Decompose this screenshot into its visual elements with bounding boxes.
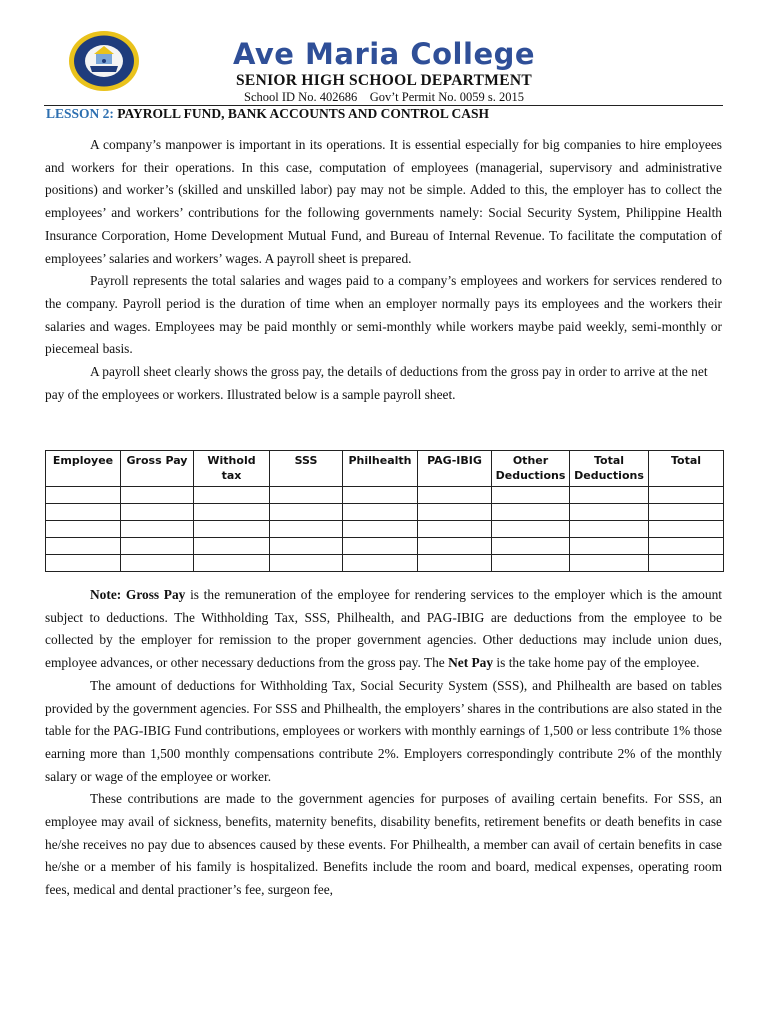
college-name: Ave Maria College bbox=[232, 37, 536, 71]
column-header: Withold tax bbox=[194, 451, 270, 487]
column-header: Total bbox=[649, 451, 724, 487]
table-row bbox=[46, 487, 724, 504]
paragraph: Payroll represents the total salaries and wages paid to a company’s employees and workers for services rendered to the company. Payroll period is the duration of time when an employer normally pays its employees and the workers their salaries and wages. Employees may be paid monthly or semi-monthly while workers maybe paid weekly, semi-monthly or piecemeal basis. bbox=[45, 273, 722, 357]
paragraph: A payroll sheet clearly shows the gross pay, the details of deductions from the gross pay in order to arrive at the net pay of the employees or workers. Illustrated below is a sample payroll sheet. bbox=[45, 364, 708, 402]
column-header: SSS bbox=[270, 451, 343, 487]
note-paragraph bbox=[45, 584, 722, 675]
table-row bbox=[46, 555, 724, 572]
column-header: Philhealth bbox=[343, 451, 418, 487]
note-text: is the remuneration of the employee for rendering services to the employer which is the amount subject to deductions. The Withholding Tax, SSS, Philhealth, and PAG-IBIG are deductions from the employee to be collected by the employer for remission to the proper government agencies. Other deductions may include union dues, employee advances, or other necessary deductions from the gross pay. The bbox=[45, 587, 722, 671]
lesson-number: LESSON 2: bbox=[46, 106, 114, 121]
lesson-title-text: PAYROLL FUND, BANK ACCOUNTS AND CONTROL CASH bbox=[117, 106, 489, 121]
document-header bbox=[0, 0, 768, 121]
gross-pay-label: Note: Gross Pay bbox=[90, 587, 186, 602]
paragraph: These contributions are made to the government agencies for purposes of availing certain benefits. For SSS, an employee may avail of sickness, benefits, maternity benefits, disability benefits, retirement benefits or death benefits in case he/she receives no pay due to absences caused by these events. For Philhealth, a member can avail of certain benefits in case he/she or a member of his family is hospitalized. Benefits include the room and board, medical expenses, operating room fees, medical and dental practioner’s fee, surgeon fee, bbox=[45, 791, 722, 898]
column-header: PAG-IBIG bbox=[418, 451, 492, 487]
net-pay-label: Net Pay bbox=[448, 655, 494, 671]
body-paragraphs bbox=[45, 584, 722, 902]
paragraph: A company’s manpower is important in its operations. It is essential especially for big companies to hire employees and workers for their operations. In this case, computation of employees (managerial, supervisory and administrative positions) and worker’s (skilled and unskilled labor) pay may not be simple. Added to this, the employer has to collect the employees’ and workers’ contributions for the following governments namely: Social Security System, Philippine Health Insurance Corporation, Home Development Mutual Fund, and Bureau of Internal Revenue. To facilitate the computation of employees’ salaries and workers’ wages. A payroll sheet is prepared. bbox=[45, 137, 722, 266]
column-header: Employee bbox=[46, 451, 121, 487]
paragraph: The amount of deductions for Withholding Tax, Social Security System (SSS), and Philhealth are based on tables provided by the government agencies. For SSS and Philhealth, the employers’ shares in the contributions are also stated in the table for the PAG-IBIG Fund contributions, employees or workers with monthly earnings of 1,500 or less contribute 1% those earning more than 1,500 monthly compensations contribute 2%. Employers correspondingly contribute 2% of the monthly salary or wage of the employee or worker. bbox=[45, 677, 722, 784]
column-header: Other Deductions bbox=[492, 451, 570, 487]
lesson-title bbox=[46, 106, 489, 122]
table-row bbox=[46, 521, 724, 538]
intro-paragraphs bbox=[45, 134, 722, 406]
note-text-end: is the take home pay of the employee. bbox=[493, 655, 700, 671]
table-row bbox=[46, 504, 724, 521]
table-row bbox=[46, 538, 724, 555]
department-name: SENIOR HIGH SCHOOL DEPARTMENT bbox=[236, 72, 532, 89]
table-header-row bbox=[46, 451, 724, 487]
payroll-sheet-table bbox=[45, 450, 724, 572]
column-header: Gross Pay bbox=[121, 451, 194, 487]
column-header: Total Deductions bbox=[570, 451, 649, 487]
school-ids: School ID No. 402686 Gov’t Permit No. 0059 s. 2015 bbox=[244, 90, 524, 104]
